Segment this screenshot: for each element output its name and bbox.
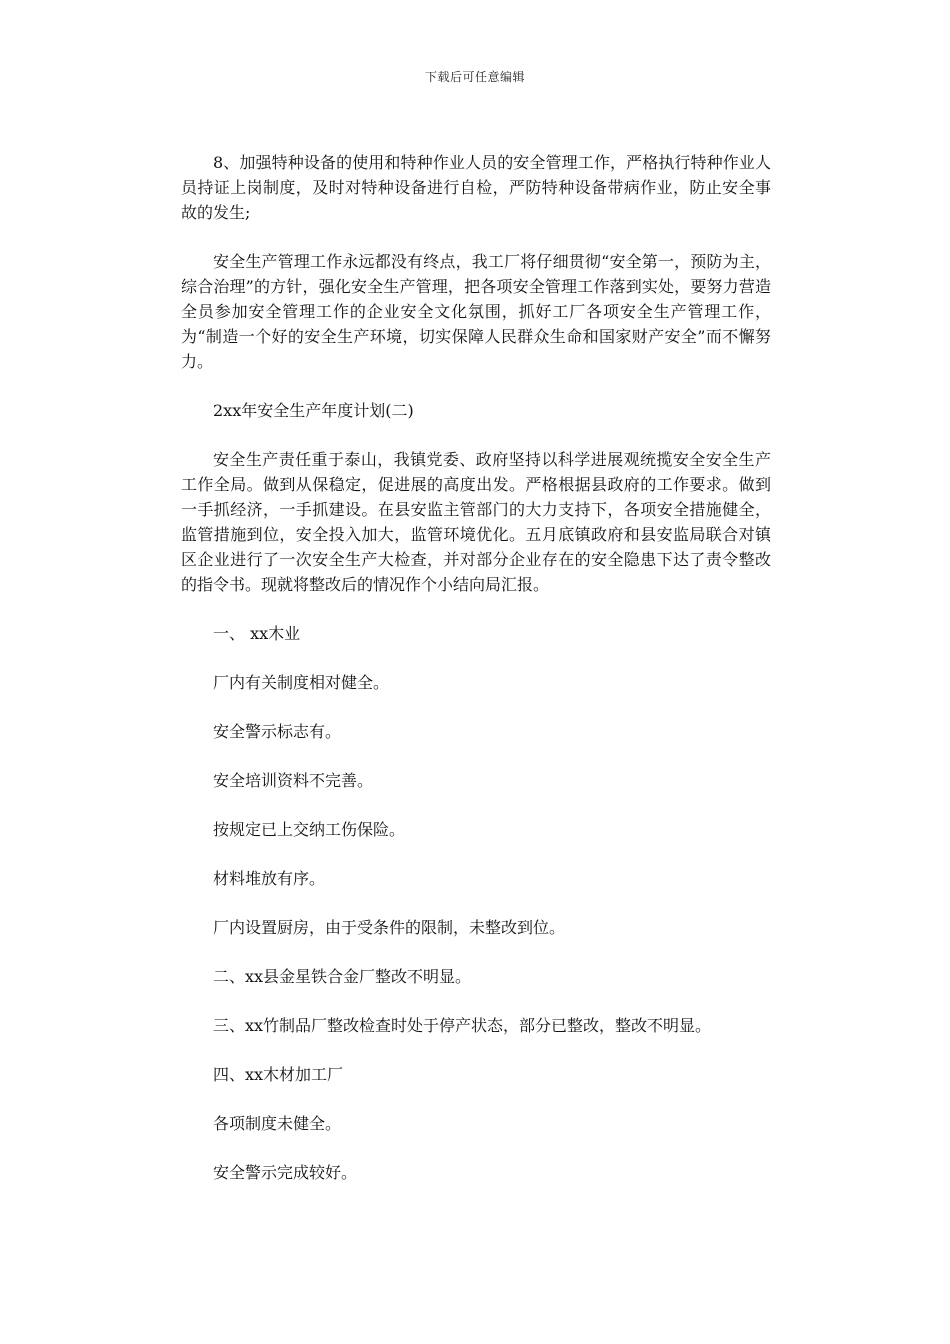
item-1-line: 安全警示标志有。 (213, 722, 342, 741)
item-1-line: 厂内设置厨房，由于受条件的限制，未整改到位。 (213, 918, 566, 937)
paragraph-item-8: 8、加强特种设备的使用和特种作业人员的安全管理工作，严格执行特种作业人员持证上岗制度，及时对特种设备进行自检，严防特种设备带病作业，防止安全事故的发生; (181, 153, 771, 222)
item-1-heading: 一、 xx木业 (213, 624, 301, 643)
document-body (181, 150, 771, 1185)
item-2: 二、xx县金星铁合金厂整改不明显。 (213, 967, 472, 986)
item-1-line: 厂内有关制度相对健全。 (213, 673, 390, 692)
paragraph-conclusion: 安全生产管理工作永远都没有终点，我工厂将仔细贯彻“安全第一，预防为主，综合治理”的方针，强化安全生产管理，把各项安全管理工作落到实处，要努力营造全员参加安全管理工作的企业安全文化氛围，抓好工厂各项安全生产管理工作，为“制造一个好的安全生产环境，切实保障人民群众生命和国家财产安全”而不懈努力。 (181, 252, 771, 371)
item-1-line: 安全培训资料不完善。 (213, 771, 374, 790)
section-title: 2xx年安全生产年度计划(二) (213, 401, 414, 420)
paragraph-intro: 安全生产责任重于泰山，我镇党委、政府坚持以科学进展观统揽安全安全生产工作全局。做到从保稳定，促进展的高度出发。严格根据县政府的工作要求。做到一手抓经济，一手抓建设。在县安监主管部门的大力支持下，各项安全措施健全，监管措施到位，安全投入加大，监管环境优化。五月底镇政府和县安监局联合对镇区企业进行了一次安全生产大检查，并对部分企业存在的安全隐患下达了责令整改的指令书。现就将整改后的情况作个小结向局汇报。 (181, 450, 771, 594)
item-4-heading: 四、xx木材加工厂 (213, 1065, 344, 1084)
item-1-line: 按规定已上交纳工伤保险。 (213, 820, 406, 839)
item-4-line: 各项制度未健全。 (213, 1114, 342, 1133)
item-1-line: 材料堆放有序。 (213, 869, 326, 888)
item-3: 三、xx竹制品厂整改检查时处于停产状态，部分已整改，整改不明显。 (213, 1016, 712, 1035)
item-4-line: 安全警示完成较好。 (213, 1163, 358, 1182)
page-header: 下载后可任意编辑 (424, 70, 525, 84)
